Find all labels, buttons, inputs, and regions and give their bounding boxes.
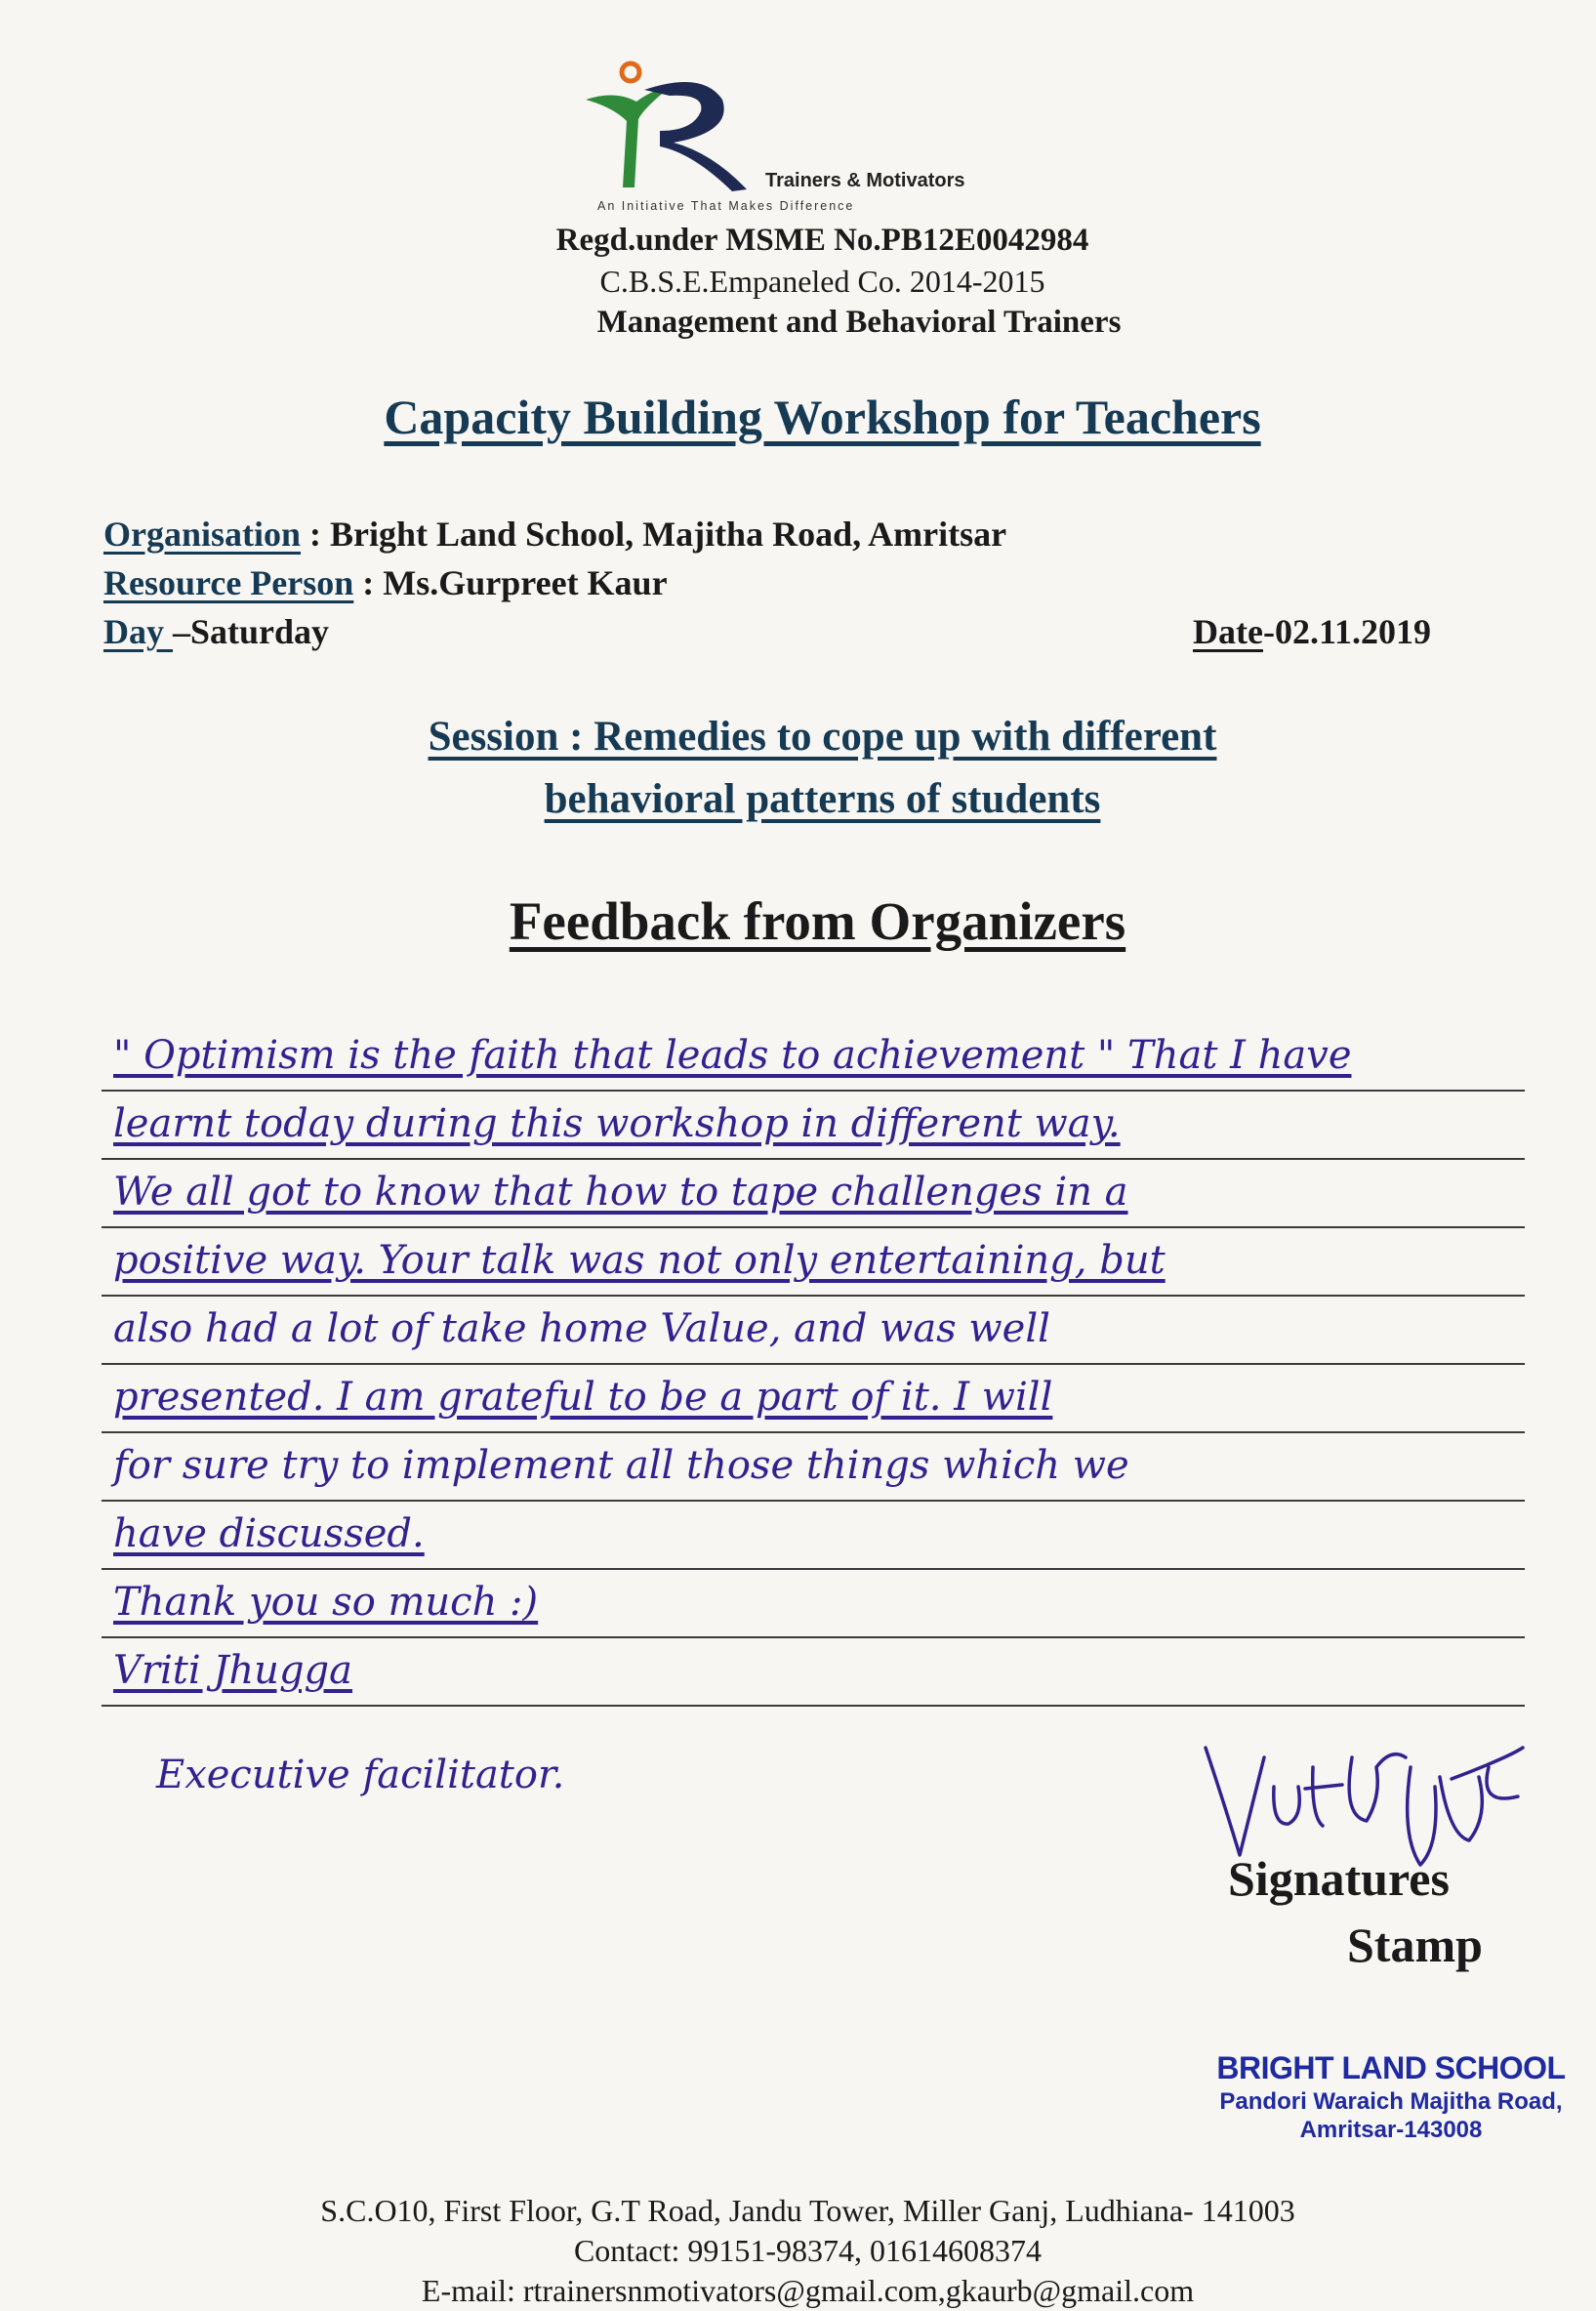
organisation-label: Organisation — [103, 515, 302, 554]
signatures-label: Signatures — [1228, 1851, 1450, 1906]
date-row — [1193, 611, 1431, 652]
stamp-address: Pandori Waraich Majitha Road, — [1219, 2088, 1563, 2115]
organisation-value: : Bright Land School, Majitha Road, Amritsar — [301, 515, 1007, 554]
ruled-line — [102, 1295, 1525, 1297]
day-value: –Saturday — [173, 612, 330, 651]
document-title-text: Capacity Building Workshop for Teachers — [384, 390, 1261, 444]
trainers-motivators-logo — [576, 61, 771, 197]
handwritten-line: presented. I am grateful to be a part of it. I will — [113, 1375, 1053, 1420]
day-label: Day — [103, 612, 173, 651]
date-label: Date — [1193, 612, 1263, 651]
brand-tagline: Trainers & Motivators — [765, 170, 965, 191]
ruled-line — [102, 1636, 1525, 1638]
ruled-line — [102, 1090, 1525, 1092]
organisation-row — [103, 514, 1006, 555]
session-line-1 — [0, 713, 1596, 761]
stamp-school-name: BRIGHT LAND SCHOOL — [1216, 2050, 1566, 2085]
cbse-line: C.B.S.E.Empaneled Co. 2014-2015 — [599, 264, 1045, 299]
stamp-city: Amritsar-143008 — [1299, 2117, 1483, 2143]
resource-person-value: : Ms.Gurpreet Kaur — [353, 563, 668, 602]
resource-person-label: Resource Person — [103, 563, 354, 602]
registration-line: Regd.under MSME No.PB12E0042984 — [555, 223, 1089, 258]
document-title — [0, 389, 1596, 445]
handwritten-line: Thank you so much :) — [113, 1580, 539, 1625]
handwritten-line: for sure try to implement all those things which we — [113, 1443, 1129, 1488]
feedback-heading-text: Feedback from Organizers — [509, 891, 1126, 951]
footer-contact: Contact: 99151-98374, 01614608374 — [573, 2233, 1043, 2268]
date-value: -02.11.2019 — [1262, 612, 1431, 651]
handwritten-line: have discussed. — [113, 1511, 425, 1556]
school-stamp — [1210, 2050, 1572, 2144]
ruled-line — [102, 1226, 1525, 1228]
ruled-line — [102, 1363, 1525, 1365]
handwritten-line: learnt today during this workshop in different way. — [113, 1101, 1121, 1146]
session-label: Session — [428, 714, 559, 760]
ruled-line — [102, 1568, 1525, 1570]
handwritten-line: also had a lot of take home Value, and was well — [113, 1306, 1050, 1351]
management-line: Management and Behavioral Trainers — [596, 305, 1122, 340]
session-line-2 — [0, 775, 1596, 823]
day-row — [103, 611, 329, 652]
ruled-line — [102, 1705, 1525, 1707]
handwritten-line: " Optimism is the faith that leads to achievement " That I have — [113, 1033, 1352, 1078]
ruled-line — [102, 1500, 1525, 1502]
designation-text: Executive facilitator. — [156, 1753, 565, 1797]
handwritten-line: We all got to know that how to tape challenges in a — [113, 1170, 1128, 1215]
resource-person-row — [103, 562, 668, 603]
brand-subtagline: An Initiative That Makes Difference — [597, 199, 855, 213]
session-text-1: : Remedies to cope up with different — [558, 714, 1217, 760]
ruled-line — [102, 1158, 1525, 1160]
handwritten-line: Vriti Jhugga — [113, 1648, 352, 1693]
session-text-2: behavioral patterns of students — [544, 776, 1101, 822]
feedback-heading — [0, 890, 1596, 952]
footer-address: S.C.O10, First Floor, G.T Road, Jandu Tower, Miller Ganj, Ludhiana- 141003 — [320, 2193, 1295, 2228]
footer-email: E-mail: rtrainersnmotivators@gmail.com,gkaurb@gmail.com — [421, 2273, 1195, 2308]
ruled-line — [102, 1431, 1525, 1433]
handwritten-line: positive way. Your talk was not only entertaining, but — [113, 1238, 1166, 1283]
stamp-label: Stamp — [1347, 1918, 1483, 1972]
